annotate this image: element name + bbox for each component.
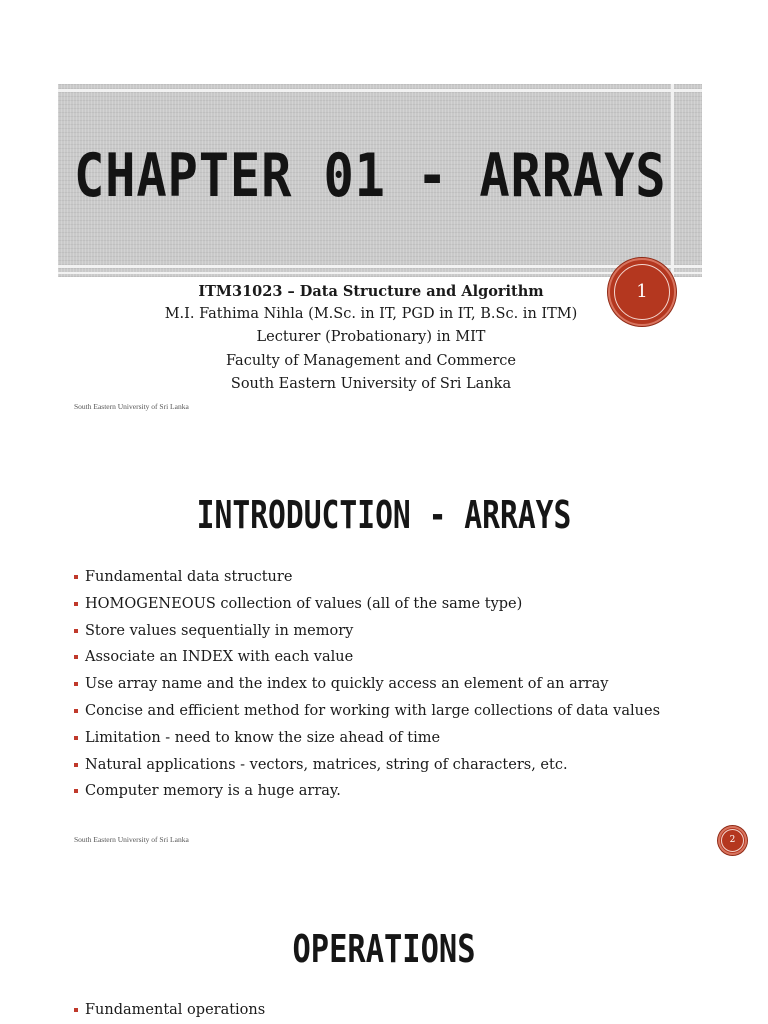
banner-stripe-bottom <box>58 265 702 268</box>
list-item <box>74 781 660 808</box>
list-item <box>74 674 660 701</box>
bullet-list <box>74 1000 265 1024</box>
square-bullet-icon <box>74 629 78 633</box>
bullet-text: Store values sequentially in memory <box>85 622 354 639</box>
list-item <box>74 567 660 594</box>
list-item <box>74 594 660 621</box>
slide-subtitle <box>0 280 742 396</box>
position-line: Lecturer (Probationary) in MIT <box>256 329 486 346</box>
list-item <box>74 701 660 728</box>
bullet-list <box>74 567 660 808</box>
bullet-text: HOMOGENEOUS collection of values (all of the same type) <box>85 595 523 612</box>
banner-vertical-line <box>671 84 674 277</box>
bullet-text: Concise and efficient method for working with large collections of data values <box>85 702 661 719</box>
slide-2 <box>0 430 768 870</box>
slide-3 <box>0 870 768 1024</box>
square-bullet-icon <box>74 789 78 793</box>
square-bullet-icon <box>74 736 78 740</box>
square-bullet-icon <box>74 1008 78 1012</box>
course-title: ITM31023 – Data Structure and Algorithm <box>198 283 544 300</box>
bullet-text: Natural applications - vectors, matrices, string of characters, etc. <box>85 756 568 773</box>
square-bullet-icon <box>74 682 78 686</box>
list-item <box>74 647 660 674</box>
banner-stripe-bottom-thin <box>58 272 702 274</box>
slide-number-badge: 1 <box>608 258 676 326</box>
square-bullet-icon <box>74 655 78 659</box>
list-item <box>74 621 660 648</box>
slide-title: OPERATIONS <box>292 927 476 971</box>
slide-footer: South Eastern University of Sri Lanka <box>74 835 189 844</box>
faculty-line: Faculty of Management and Commerce <box>225 352 516 369</box>
bullet-text: Associate an INDEX with each value <box>85 649 354 666</box>
square-bullet-icon <box>74 575 78 579</box>
slide-1 <box>0 0 768 430</box>
author-line: M.I. Fathima Nihla (M.Sc. in IT, PGD in IT, B.Sc. in ITM) <box>164 306 578 323</box>
square-bullet-icon <box>74 709 78 713</box>
bullet-text: Fundamental data structure <box>85 569 293 585</box>
slide-title: INTRODUCTION - ARRAYS <box>196 493 572 537</box>
square-bullet-icon <box>74 602 78 606</box>
list-item <box>74 1000 265 1024</box>
university-line: South Eastern University of Sri Lanka <box>230 375 512 392</box>
bullet-text: Use array name and the index to quickly access an element of an array <box>85 676 609 693</box>
list-item <box>74 755 660 782</box>
list-item <box>74 728 660 755</box>
bullet-text: Fundamental operations <box>85 1002 266 1018</box>
chapter-title: CHAPTER 01 - ARRAYS <box>74 141 667 211</box>
slide-number-badge: 2 <box>718 826 747 855</box>
slide-footer: South Eastern University of Sri Lanka <box>74 402 189 411</box>
bullet-text: Computer memory is a huge array. <box>85 783 341 800</box>
square-bullet-icon <box>74 763 78 767</box>
bullet-text: Limitation - need to know the size ahead of time <box>85 729 441 746</box>
banner-stripe-top <box>58 89 702 92</box>
title-banner <box>58 84 702 277</box>
